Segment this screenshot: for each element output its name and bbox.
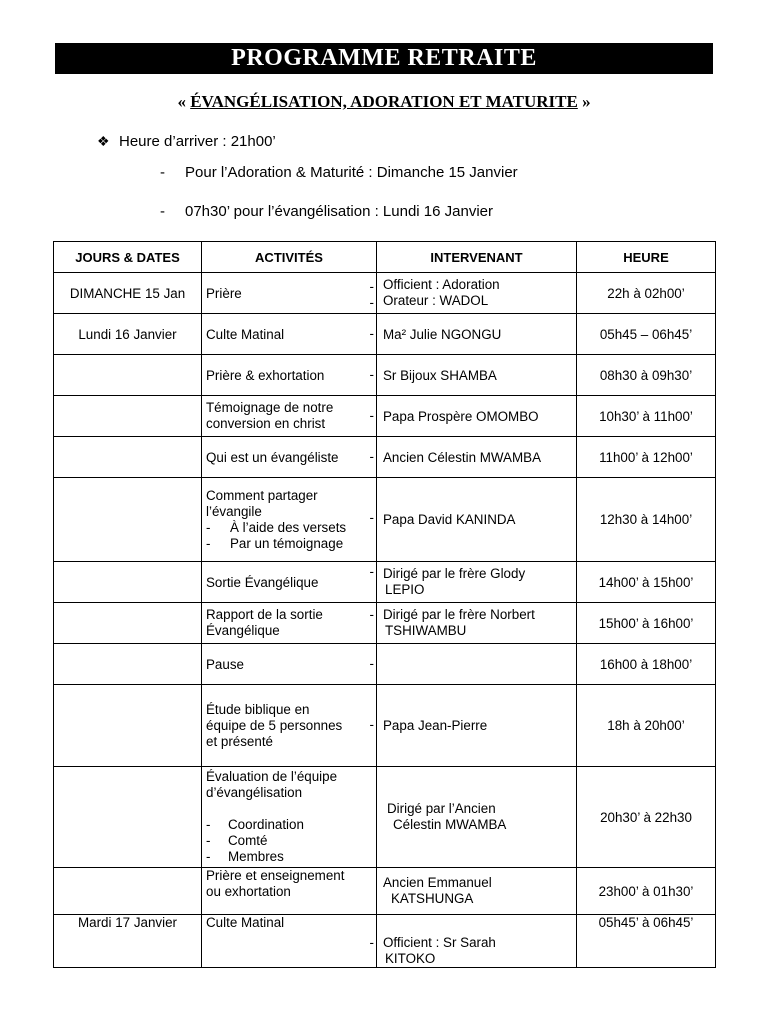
- cell-jour: [54, 437, 202, 478]
- note-text: Pour l’Adoration & Maturité : Dimanche 15 Janvier: [185, 164, 518, 181]
- cell-intervenant: [377, 603, 577, 644]
- cell-activite: [202, 868, 377, 915]
- table-header-row: [54, 242, 716, 273]
- cell-activite: [202, 915, 377, 968]
- cell-heure: 12h30 à 14h00’: [577, 478, 716, 562]
- subtitle-text: ÉVANGÉLISATION, ADORATION ET MATURITE: [190, 92, 578, 111]
- dash-bullet: -: [160, 164, 165, 181]
- cell-intervenant: [377, 273, 577, 314]
- intervenant-line: Dirigé par le frère Norbert: [383, 607, 535, 622]
- arrival-time: [97, 133, 276, 150]
- activite-line: Étude biblique en: [206, 701, 310, 717]
- activite-text: Prière: [206, 285, 242, 301]
- dash-mark: -: [369, 326, 374, 341]
- intervenant-line: Officient : Sr Sarah: [383, 935, 496, 950]
- cell-heure: 05h45’ à 06h45’: [577, 915, 716, 968]
- cell-intervenant: Ma² Julie NGONGU: [377, 314, 577, 355]
- activite-text: Culte Matinal: [206, 326, 285, 342]
- note-text: 07h30’ pour l’évangélisation : Lundi 16 Janvier: [185, 203, 493, 220]
- intervenant-line: Dirigé par l’Ancien: [387, 801, 496, 816]
- cell-intervenant: Papa Prospère OMOMBO: [377, 396, 577, 437]
- cell-intervenant: [377, 767, 577, 868]
- activite-line: l’évangile: [206, 503, 262, 519]
- cell-heure: 05h45 – 06h45’: [577, 314, 716, 355]
- diamond-bullet-icon: ❖: [97, 133, 110, 149]
- dash-mark: -: [369, 607, 374, 622]
- intervenant-line: LEPIO: [385, 582, 425, 597]
- table-row: [54, 603, 716, 644]
- schedule-note-adoration: [160, 164, 518, 181]
- intervenant-line: Ancien Emmanuel: [383, 875, 492, 890]
- subtitle: [0, 92, 768, 112]
- header-activites: ACTIVITÉS: [202, 242, 377, 273]
- header-heure: HEURE: [577, 242, 716, 273]
- activite-line: Évangélique: [206, 623, 280, 638]
- cell-heure: 20h30’ à 22h30: [577, 767, 716, 868]
- activite-line: Évaluation de l’équipe: [206, 769, 338, 784]
- dash-mark: -: [369, 564, 374, 579]
- cell-activite: [202, 437, 377, 478]
- cell-jour: [54, 562, 202, 603]
- cell-jour: [54, 355, 202, 396]
- cell-intervenant: Sr Bijoux SHAMBA: [377, 355, 577, 396]
- activite-text: Sortie Évangélique: [206, 574, 319, 590]
- page-title: PROGRAMME RETRAITE: [55, 43, 713, 74]
- cell-activite: [202, 644, 377, 685]
- dash-mark: -: [369, 510, 374, 525]
- activite-subitem: - À l’aide des versets: [206, 519, 347, 535]
- schedule-note-evangelisation: [160, 203, 493, 220]
- cell-jour: DIMANCHE 15 Jan: [54, 273, 202, 314]
- program-table: [53, 241, 716, 968]
- activite-subitem: - Coordination: [206, 817, 304, 832]
- cell-jour: [54, 644, 202, 685]
- table-row: [54, 562, 716, 603]
- cell-activite: [202, 767, 377, 868]
- cell-heure: 08h30 à 09h30’: [577, 355, 716, 396]
- cell-intervenant: [377, 868, 577, 915]
- activite-text: Qui est un évangéliste: [206, 449, 339, 465]
- table-row: [54, 478, 716, 562]
- cell-intervenant: Papa David KANINDA: [377, 478, 577, 562]
- cell-intervenant: Ancien Célestin MWAMBA: [377, 437, 577, 478]
- subtitle-open-quote: «: [177, 92, 191, 111]
- table-row: [54, 868, 716, 915]
- activite-subitem: - Membres: [206, 849, 284, 864]
- cell-activite: [202, 355, 377, 396]
- cell-activite: [202, 314, 377, 355]
- dash-mark: -: [369, 279, 374, 294]
- intervenant-line: Célestin MWAMBA: [393, 817, 507, 832]
- dash-mark: -: [369, 656, 374, 671]
- cell-heure: 16h00 à 18h00’: [577, 644, 716, 685]
- activite-line: équipe de 5 personnes: [206, 717, 343, 733]
- subtitle-close-quote: »: [577, 92, 591, 111]
- cell-intervenant: Papa Jean-Pierre: [377, 685, 577, 767]
- cell-jour: [54, 767, 202, 868]
- table-row: [54, 437, 716, 478]
- cell-jour: [54, 603, 202, 644]
- table-row: [54, 314, 716, 355]
- intervenant-line: KITOKO: [385, 951, 436, 966]
- activite-line: Comment partager: [206, 487, 318, 503]
- activite-line: Prière et enseignement: [206, 868, 345, 883]
- table-row: [54, 915, 716, 968]
- cell-heure: 11h00’ à 12h00’: [577, 437, 716, 478]
- cell-activite: [202, 273, 377, 314]
- activite-line: Témoignage de notre: [206, 400, 334, 415]
- dash-bullet: -: [160, 203, 165, 220]
- table-row: [54, 685, 716, 767]
- table-row: [54, 396, 716, 437]
- activite-line: conversion en christ: [206, 416, 326, 431]
- activite-subitem: - Comté: [206, 833, 268, 848]
- table-row: [54, 273, 716, 314]
- dash-mark: -: [369, 935, 374, 950]
- dash-mark: -: [369, 449, 374, 464]
- cell-jour: [54, 396, 202, 437]
- cell-heure: 14h00’ à 15h00’: [577, 562, 716, 603]
- cell-jour: [54, 685, 202, 767]
- intervenant-line: Dirigé par le frère Glody: [383, 566, 526, 581]
- cell-jour: [54, 478, 202, 562]
- cell-jour: Lundi 16 Janvier: [54, 314, 202, 355]
- activite-line: ou exhortation: [206, 884, 291, 899]
- cell-intervenant: [377, 562, 577, 603]
- activite-subitem: - Par un témoignage: [206, 535, 344, 551]
- cell-activite: [202, 603, 377, 644]
- cell-jour: [54, 868, 202, 915]
- cell-heure: 23h00’ à 01h30’: [577, 868, 716, 915]
- cell-activite: [202, 685, 377, 767]
- cell-heure: 18h à 20h00’: [577, 685, 716, 767]
- header-intervenant: INTERVENANT: [377, 242, 577, 273]
- cell-heure: 15h00’ à 16h00’: [577, 603, 716, 644]
- dash-mark: -: [369, 408, 374, 423]
- cell-activite: [202, 396, 377, 437]
- cell-heure: 22h à 02h00’: [577, 273, 716, 314]
- cell-heure: 10h30’ à 11h00’: [577, 396, 716, 437]
- table-row: [54, 355, 716, 396]
- cell-activite: [202, 478, 377, 562]
- activite-line: d’évangélisation: [206, 785, 303, 800]
- dash-mark: -: [369, 295, 374, 310]
- activite-text: Culte Matinal: [206, 915, 285, 930]
- cell-intervenant: [377, 644, 577, 685]
- arrival-text: Heure d’arriver : 21h00’: [119, 133, 276, 150]
- activite-text: Prière & exhortation: [206, 367, 325, 383]
- header-jours-dates: JOURS & DATES: [54, 242, 202, 273]
- dash-mark: -: [369, 717, 374, 732]
- cell-jour: Mardi 17 Janvier: [54, 915, 202, 968]
- activite-line: et présenté: [206, 733, 273, 749]
- table-row: [54, 644, 716, 685]
- cell-intervenant: [377, 915, 577, 968]
- intervenant-line: Orateur : WADOL: [383, 293, 489, 308]
- dash-mark: -: [369, 367, 374, 382]
- intervenant-line: Officient : Adoration: [383, 277, 500, 292]
- table-row: [54, 767, 716, 868]
- activite-line: Rapport de la sortie: [206, 607, 323, 622]
- activite-text: Pause: [206, 656, 244, 672]
- intervenant-line: KATSHUNGA: [391, 891, 474, 906]
- intervenant-line: TSHIWAMBU: [385, 623, 467, 638]
- cell-activite: [202, 562, 377, 603]
